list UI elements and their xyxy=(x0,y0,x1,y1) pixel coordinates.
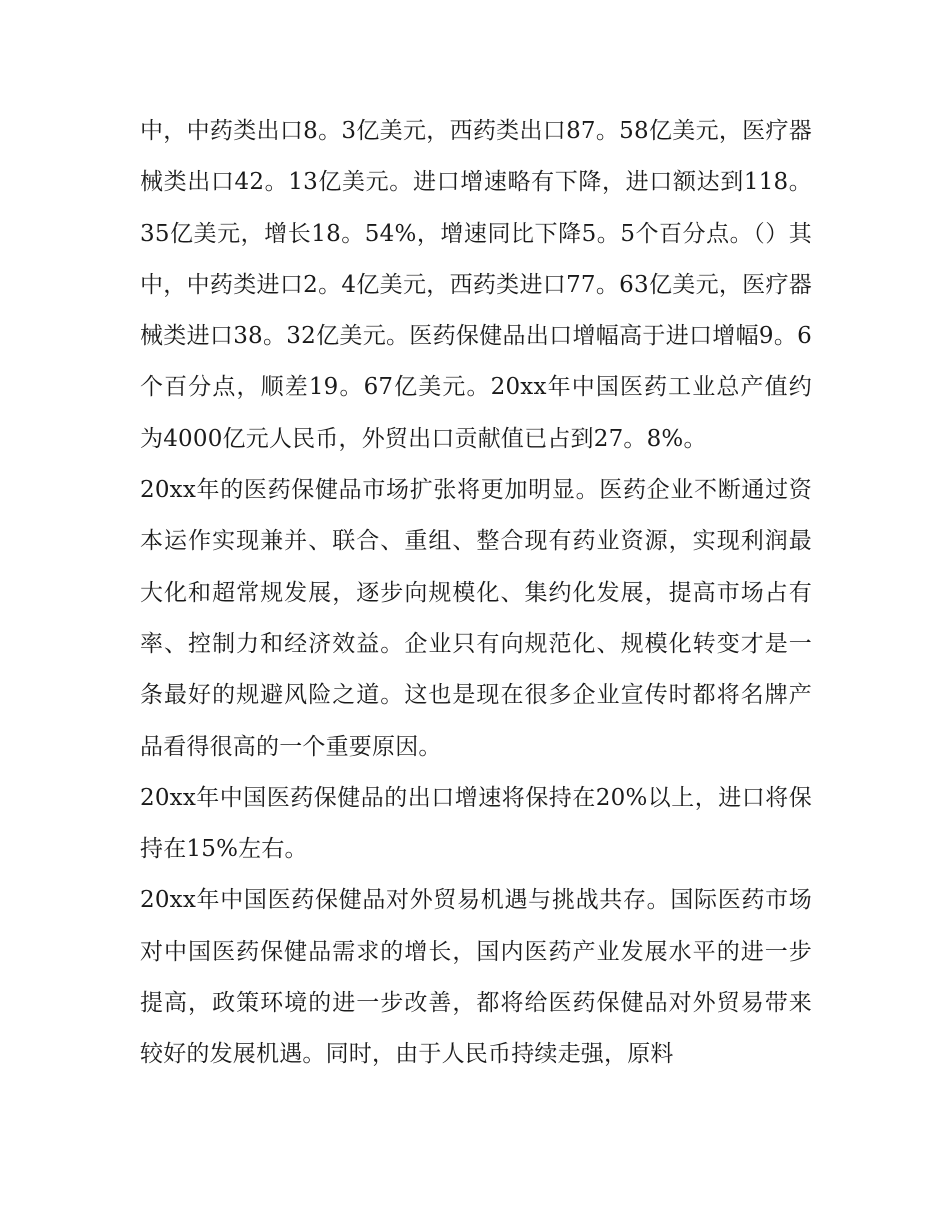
paragraph-opportunities-challenges: 20xx年中国医药保健品对外贸易机遇与挑战共存。国际医药市场对中国医药保健品需求的增长，国内医药产业发展水平的进一步提高，政策环境的进一步改善，都将给医药保健品对外贸易带来较好的发展机遇。同时，由于人民币持续走强，原料 xyxy=(140,887,812,1068)
paragraph-growth-forecast: 20xx年中国医药保健品的出口增速将保持在20%以上，进口将保持在15%左右。 xyxy=(140,784,812,863)
document-page xyxy=(140,106,812,1081)
paragraph-trade-statistics: 中，中药类出口8。3亿美元，西药类出口87。58亿美元，医疗器械类出口42。13亿美元。进口增速略有下降，进口额达到118。35亿美元，增长18。54%，增速同比下降5。5个百分点。（）其中，中药类进口2。4亿美元，西药类进口77。63亿美元，医疗器械类进口38。32亿美元。医药保健品出口增幅高于进口增幅9。6个百分点，顺差19。67亿美元。20xx年中国医药工业总产值约为4000亿元人民币，外贸出口贡献值已占到27。8%。 xyxy=(140,118,812,452)
paragraph-market-expansion: 20xx年的医药保健品市场扩张将更加明显。医药企业不断通过资本运作实现兼并、联合、重组、整合现有药业资源，实现利润最大化和超常规发展，逐步向规模化、集约化发展，提高市场占有率、控制力和经济效益。企业只有向规范化、规模化转变才是一条最好的规避风险之道。这也是现在很多企业宣传时都将名牌产品看得很高的一个重要原因。 xyxy=(140,477,812,760)
